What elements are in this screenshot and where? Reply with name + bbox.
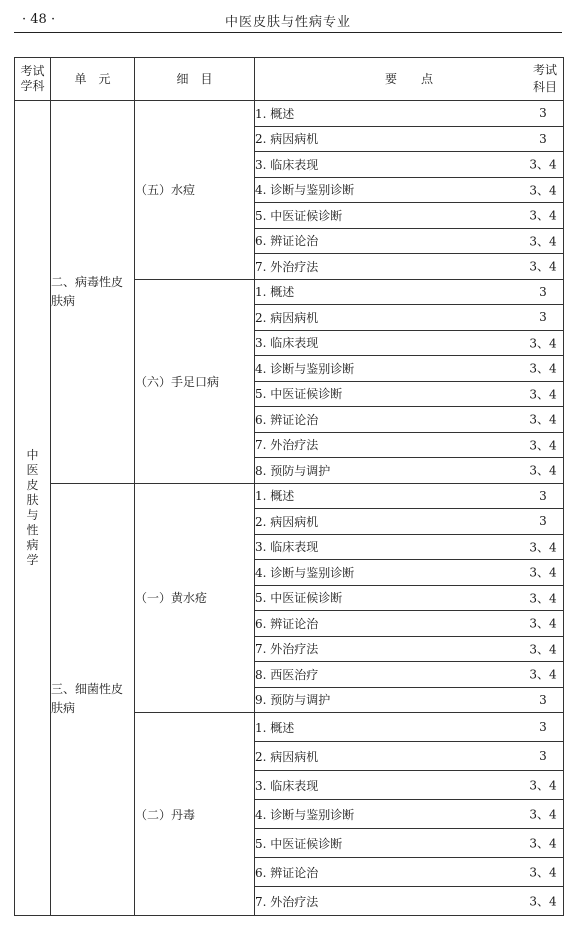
exam-level: 3	[539, 106, 547, 121]
point-cell	[255, 279, 564, 305]
exam-level: 3、4	[529, 894, 557, 909]
exam-level: 3、4	[529, 865, 557, 880]
point-cell	[255, 742, 564, 771]
exam-level: 3、4	[529, 259, 557, 274]
point-cell	[255, 203, 564, 229]
point-cell	[255, 432, 564, 458]
header-detail: 细 目	[135, 58, 255, 101]
exam-level: 3、4	[529, 540, 557, 555]
point-cell	[255, 228, 564, 254]
point-text: 8. 西医治疗	[255, 667, 319, 682]
point-cell	[255, 662, 564, 688]
point-text: 2. 病因病机	[255, 749, 319, 764]
exam-level: 3	[539, 749, 547, 763]
point-cell	[255, 483, 564, 509]
header-unit: 单 元	[51, 58, 135, 101]
point-cell	[255, 611, 564, 637]
exam-level: 3、4	[529, 616, 557, 631]
point-text: 6. 辨证论治	[255, 412, 319, 427]
point-text: 3. 临床表现	[255, 157, 319, 172]
page-header	[14, 8, 562, 33]
point-cell	[255, 330, 564, 356]
exam-level: 3、4	[529, 183, 557, 198]
exam-level: 3、4	[529, 836, 557, 851]
header-level: 考试科目	[533, 63, 558, 94]
exam-level: 3	[539, 284, 547, 299]
unit-cell: 三、细菌性皮肤病	[51, 483, 135, 916]
exam-level: 3、4	[529, 565, 557, 580]
exam-level: 3、4	[529, 591, 557, 606]
point-cell	[255, 829, 564, 858]
point-text: 7. 外治疗法	[255, 259, 319, 274]
point-text: 1. 概述	[255, 285, 295, 300]
exam-level: 3	[539, 720, 547, 734]
subject-label: 中医皮肤与性病学	[26, 448, 39, 567]
exam-level: 3	[539, 310, 547, 325]
table-row	[15, 483, 564, 509]
point-cell	[255, 509, 564, 535]
point-text: 2. 病因病机	[255, 132, 319, 147]
point-text: 3. 临床表现	[255, 778, 319, 793]
point-text: 5. 中医证候诊断	[255, 387, 343, 402]
point-text: 7. 外治疗法	[255, 894, 319, 909]
table-row	[15, 101, 564, 127]
point-cell	[255, 636, 564, 662]
point-text: 1. 概述	[255, 489, 295, 504]
point-text: 4. 诊断与鉴别诊断	[255, 565, 355, 580]
detail-cell: （五）水痘	[135, 101, 255, 280]
exam-level: 3、4	[529, 438, 557, 453]
point-text: 1. 概述	[255, 106, 295, 121]
point-text: 4. 诊断与鉴别诊断	[255, 807, 355, 822]
table-header-row	[15, 58, 564, 101]
point-cell	[255, 305, 564, 331]
exam-level: 3、4	[529, 361, 557, 376]
point-text: 8. 预防与调护	[255, 463, 331, 478]
exam-level: 3、4	[529, 336, 557, 351]
point-text: 6. 辨证论治	[255, 865, 319, 880]
point-cell	[255, 152, 564, 178]
table-body	[15, 101, 564, 916]
point-cell	[255, 771, 564, 800]
point-text: 7. 外治疗法	[255, 438, 319, 453]
exam-level: 3、4	[529, 463, 557, 478]
point-text: 3. 临床表现	[255, 540, 319, 555]
point-cell	[255, 126, 564, 152]
header-points	[255, 58, 564, 101]
subject-cell	[15, 101, 51, 916]
exam-level: 3、4	[529, 778, 557, 793]
point-cell	[255, 887, 564, 916]
point-text: 6. 辨证论治	[255, 616, 319, 631]
detail-cell: （六）手足口病	[135, 279, 255, 483]
point-text: 7. 外治疗法	[255, 642, 319, 657]
exam-level: 3	[539, 514, 547, 529]
unit-cell: 二、病毒性皮肤病	[51, 101, 135, 484]
point-text: 4. 诊断与鉴别诊断	[255, 361, 355, 376]
exam-level: 3、4	[529, 807, 557, 822]
point-text: 2. 病因病机	[255, 514, 319, 529]
point-text: 1. 概述	[255, 720, 295, 735]
running-title: 中医皮肤与性病专业	[224, 15, 351, 30]
point-cell	[255, 177, 564, 203]
point-cell	[255, 458, 564, 484]
point-cell	[255, 687, 564, 713]
exam-level: 3、4	[529, 667, 557, 682]
point-cell	[255, 585, 564, 611]
exam-level: 3	[539, 692, 547, 707]
exam-level: 3	[539, 131, 547, 146]
detail-cell: （一）黄水疮	[135, 483, 255, 713]
point-cell	[255, 101, 564, 127]
header-points-label: 要 点	[384, 71, 433, 86]
syllabus-table	[14, 57, 564, 916]
point-cell	[255, 254, 564, 280]
point-text: 3. 临床表现	[255, 336, 319, 351]
exam-level: 3、4	[529, 208, 557, 223]
point-cell	[255, 713, 564, 742]
header-subject: 考试学科	[15, 58, 51, 101]
point-cell	[255, 356, 564, 382]
exam-level: 3、4	[529, 234, 557, 249]
point-cell	[255, 407, 564, 433]
point-text: 5. 中医证候诊断	[255, 208, 343, 223]
detail-cell: （二）丹毒	[135, 713, 255, 916]
point-text: 5. 中医证候诊断	[255, 836, 343, 851]
exam-level: 3、4	[529, 412, 557, 427]
exam-level: 3、4	[529, 157, 557, 172]
point-cell	[255, 381, 564, 407]
exam-level: 3、4	[529, 387, 557, 402]
point-text: 4. 诊断与鉴别诊断	[255, 183, 355, 198]
point-text: 6. 辨证论治	[255, 234, 319, 249]
point-text: 2. 病因病机	[255, 310, 319, 325]
page-number: · 48 ·	[22, 12, 56, 27]
exam-level: 3	[539, 488, 547, 503]
point-cell	[255, 800, 564, 829]
point-text: 5. 中医证候诊断	[255, 591, 343, 606]
point-text: 9. 预防与调护	[255, 693, 331, 708]
point-cell	[255, 560, 564, 586]
point-cell	[255, 858, 564, 887]
exam-level: 3、4	[529, 642, 557, 657]
point-cell	[255, 534, 564, 560]
